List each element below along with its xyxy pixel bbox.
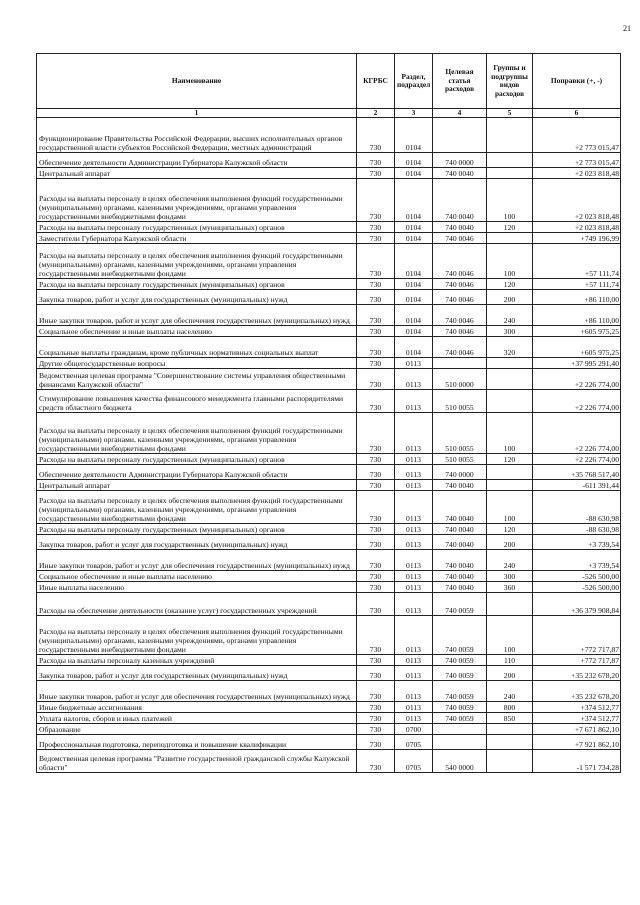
cell-target-article: 740 0040 — [433, 571, 487, 582]
cell-amount: +374 512,77 — [533, 702, 621, 713]
cell-amount: +35 232 678,20 — [533, 666, 621, 681]
cell-target-article: 740 0059 — [433, 681, 487, 702]
table-row — [37, 118, 621, 153]
cell-kgrbs: 730 — [357, 168, 395, 179]
cell-amount: +36 379 908,84 — [533, 593, 621, 616]
table-row — [37, 179, 621, 222]
cell-name: Заместители Губернатора Калужской области — [37, 233, 357, 244]
cell-name: Расходы на выплаты персоналу в целях обеспечения выполнения функций государственными (муниципальными) органами, казенными учреждениями, органами управления государственными внебюджетными фондами — [37, 616, 357, 655]
table-row — [37, 616, 621, 655]
cell-expense-type — [487, 118, 533, 153]
cell-kgrbs: 730 — [357, 233, 395, 244]
table-row — [37, 571, 621, 582]
cell-kgrbs: 730 — [357, 571, 395, 582]
cell-kgrbs: 730 — [357, 550, 395, 571]
cell-amount: -88 630,98 — [533, 491, 621, 524]
cell-name: Расходы на выплаты персоналу в целях обеспечения выполнения функций государственными (муниципальными) органами, казенными учреждениями, органами управления государственными внебюджетными фондами — [37, 413, 357, 454]
cell-name: Расходы на выплаты персоналу государственных (муниципальных) органов — [37, 222, 357, 233]
cell-name: Обеспечение деятельности Администрации Губернатора Калужской области — [37, 465, 357, 480]
cell-section: 0104 — [395, 279, 433, 290]
cell-section: 0104 — [395, 153, 433, 168]
page-number: 21 — [623, 24, 631, 33]
table-row — [37, 735, 621, 750]
cell-amount: +35 232 678,20 — [533, 681, 621, 702]
cell-kgrbs: 730 — [357, 735, 395, 750]
table-row — [37, 290, 621, 305]
cell-section: 0113 — [395, 681, 433, 702]
cell-expense-type — [487, 480, 533, 491]
cell-expense-type: 100 — [487, 491, 533, 524]
cell-section: 0104 — [395, 290, 433, 305]
cell-target-article: 510 0055 — [433, 390, 487, 413]
cell-section: 0705 — [395, 735, 433, 750]
table-row — [37, 244, 621, 279]
cell-target-article: 740 0046 — [433, 290, 487, 305]
cell-name: Расходы на выплаты персоналу в целях обеспечения выполнения функций государственными (муниципальными) органами, казенными учреждениями, органами управления государственными внебюджетными фондами — [37, 179, 357, 222]
cell-name: Расходы на выплаты персоналу в целях обеспечения выполнения функций государственными (муниципальными) органами, казенными учреждениями, органами управления государственными внебюджетными фондами — [37, 244, 357, 279]
cell-amount: +2 773 015,47 — [533, 118, 621, 153]
cell-target-article: 510 0055 — [433, 454, 487, 465]
cell-kgrbs: 730 — [357, 454, 395, 465]
cell-expense-type: 100 — [487, 244, 533, 279]
cell-name: Иные закупки товаров, работ и услуг для обеспечения государственных (муниципальных) нужд — [37, 305, 357, 326]
cell-name: Социальное обеспечение и иные выплаты населению — [37, 571, 357, 582]
cell-section: 0113 — [395, 571, 433, 582]
table-row — [37, 390, 621, 413]
cell-section: 0113 — [395, 702, 433, 713]
cell-name: Центральный аппарат — [37, 168, 357, 179]
cell-expense-type: 360 — [487, 582, 533, 593]
cell-target-article — [433, 118, 487, 153]
table-row — [37, 369, 621, 390]
cell-target-article: 740 0046 — [433, 337, 487, 358]
cell-amount: +2 023 818,48 — [533, 179, 621, 222]
cell-kgrbs: 730 — [357, 413, 395, 454]
table-row — [37, 655, 621, 666]
cell-section: 0113 — [395, 666, 433, 681]
cell-expense-type: 300 — [487, 571, 533, 582]
cell-expense-type: 240 — [487, 305, 533, 326]
cell-name: Иные закупки товаров, работ и услуг для обеспечения государственных (муниципальных) нужд — [37, 550, 357, 571]
cell-amount: +2 023 818,48 — [533, 168, 621, 179]
cell-amount: -1 571 734,28 — [533, 750, 621, 773]
cell-section: 0705 — [395, 750, 433, 773]
cell-kgrbs: 730 — [357, 616, 395, 655]
cell-section: 0700 — [395, 724, 433, 735]
cell-amount: +2 226 774,00 — [533, 390, 621, 413]
cell-amount: +605 975,25 — [533, 326, 621, 337]
table-row — [37, 524, 621, 535]
cell-expense-type: 320 — [487, 337, 533, 358]
column-number: 6 — [533, 109, 621, 118]
cell-expense-type: 120 — [487, 222, 533, 233]
header-expense-type: Группы и подгруппы видов расходов — [487, 54, 533, 109]
cell-section: 0104 — [395, 168, 433, 179]
cell-expense-type — [487, 593, 533, 616]
cell-kgrbs: 730 — [357, 179, 395, 222]
cell-section: 0104 — [395, 179, 433, 222]
column-number: 3 — [395, 109, 433, 118]
cell-section: 0113 — [395, 655, 433, 666]
table-row — [37, 550, 621, 571]
cell-kgrbs: 730 — [357, 702, 395, 713]
cell-amount: -526 500,00 — [533, 571, 621, 582]
cell-section: 0113 — [395, 454, 433, 465]
cell-kgrbs: 730 — [357, 369, 395, 390]
cell-target-article — [433, 735, 487, 750]
cell-kgrbs: 730 — [357, 724, 395, 735]
table-row — [37, 593, 621, 616]
table-row — [37, 233, 621, 244]
cell-section: 0113 — [395, 480, 433, 491]
cell-target-article — [433, 724, 487, 735]
cell-amount: +2 023 818,48 — [533, 222, 621, 233]
cell-name: Иные выплаты населению — [37, 582, 357, 593]
cell-section: 0113 — [395, 582, 433, 593]
cell-expense-type: 300 — [487, 326, 533, 337]
cell-section: 0113 — [395, 390, 433, 413]
cell-section: 0113 — [395, 524, 433, 535]
cell-expense-type — [487, 233, 533, 244]
table-row — [37, 222, 621, 233]
cell-name: Иные бюджетные ассигнования — [37, 702, 357, 713]
cell-kgrbs: 730 — [357, 290, 395, 305]
cell-section: 0104 — [395, 305, 433, 326]
cell-expense-type — [487, 724, 533, 735]
cell-kgrbs: 730 — [357, 337, 395, 358]
cell-target-article: 740 0059 — [433, 655, 487, 666]
cell-target-article: 740 0046 — [433, 233, 487, 244]
cell-section: 0113 — [395, 593, 433, 616]
cell-name: Закупка товаров, работ и услуг для государственных (муниципальных) нужд — [37, 290, 357, 305]
cell-expense-type — [487, 168, 533, 179]
cell-amount: +37 995 291,40 — [533, 358, 621, 369]
cell-kgrbs: 730 — [357, 480, 395, 491]
cell-section: 0113 — [395, 358, 433, 369]
cell-kgrbs: 730 — [357, 491, 395, 524]
cell-expense-type: 120 — [487, 279, 533, 290]
table-row — [37, 168, 621, 179]
cell-target-article: 740 0040 — [433, 535, 487, 550]
cell-kgrbs: 730 — [357, 222, 395, 233]
cell-name: Иные закупки товаров, работ и услуг для обеспечения государственных (муниципальных) нужд — [37, 681, 357, 702]
table-row — [37, 279, 621, 290]
table-row — [37, 535, 621, 550]
cell-kgrbs: 730 — [357, 118, 395, 153]
cell-expense-type — [487, 735, 533, 750]
column-number-row — [37, 109, 621, 118]
cell-expense-type — [487, 750, 533, 773]
cell-section: 0113 — [395, 550, 433, 571]
cell-target-article: 740 0059 — [433, 616, 487, 655]
cell-expense-type — [487, 358, 533, 369]
cell-target-article: 740 0040 — [433, 222, 487, 233]
cell-target-article: 740 0040 — [433, 582, 487, 593]
cell-target-article: 740 0040 — [433, 550, 487, 571]
table-row — [37, 305, 621, 326]
header-kgrbs: КГРБС — [357, 54, 395, 109]
cell-kgrbs: 730 — [357, 244, 395, 279]
cell-expense-type — [487, 153, 533, 168]
cell-target-article: 740 0059 — [433, 702, 487, 713]
table-row — [37, 337, 621, 358]
cell-amount: -88 630,98 — [533, 524, 621, 535]
header-name: Наименование — [37, 54, 357, 109]
cell-expense-type: 240 — [487, 550, 533, 571]
table-row — [37, 681, 621, 702]
table-body — [37, 118, 621, 773]
cell-expense-type: 850 — [487, 713, 533, 724]
cell-target-article: 740 0046 — [433, 279, 487, 290]
cell-expense-type — [487, 369, 533, 390]
cell-section: 0113 — [395, 491, 433, 524]
cell-kgrbs: 730 — [357, 681, 395, 702]
cell-expense-type: 200 — [487, 290, 533, 305]
cell-section: 0104 — [395, 233, 433, 244]
cell-name: Образование — [37, 724, 357, 735]
cell-section: 0104 — [395, 118, 433, 153]
cell-expense-type: 120 — [487, 454, 533, 465]
cell-amount: +772 717,87 — [533, 655, 621, 666]
cell-name: Расходы на выплаты персоналу в целях обеспечения выполнения функций государственными (муниципальными) органами, казенными учреждениями, органами управления государственными внебюджетными фондами — [37, 491, 357, 524]
cell-kgrbs: 730 — [357, 358, 395, 369]
cell-expense-type: 120 — [487, 524, 533, 535]
cell-name: Другие общегосударственные вопросы — [37, 358, 357, 369]
cell-kgrbs: 730 — [357, 582, 395, 593]
header-section: Раздел, подраздел — [395, 54, 433, 109]
cell-name: Социальное обеспечение и иные выплаты населению — [37, 326, 357, 337]
cell-target-article: 740 0059 — [433, 666, 487, 681]
table-row — [37, 413, 621, 454]
cell-section: 0113 — [395, 616, 433, 655]
table-row — [37, 713, 621, 724]
cell-amount: +2 773 015,47 — [533, 153, 621, 168]
table-row — [37, 750, 621, 773]
table-row — [37, 454, 621, 465]
table-row — [37, 582, 621, 593]
cell-target-article: 740 0000 — [433, 153, 487, 168]
cell-target-article: 740 0000 — [433, 465, 487, 480]
cell-name: Закупка товаров, работ и услуг для государственных (муниципальных) нужд — [37, 666, 357, 681]
cell-expense-type: 200 — [487, 535, 533, 550]
cell-section: 0104 — [395, 222, 433, 233]
cell-kgrbs: 730 — [357, 750, 395, 773]
cell-target-article: 510 0055 — [433, 413, 487, 454]
cell-name: Уплата налогов, сборов и иных платежей — [37, 713, 357, 724]
cell-amount: +7 921 862,10 — [533, 735, 621, 750]
cell-expense-type: 200 — [487, 666, 533, 681]
cell-name: Расходы на выплаты персоналу государственных (муниципальных) органов — [37, 524, 357, 535]
cell-expense-type: 110 — [487, 655, 533, 666]
table-row — [37, 724, 621, 735]
cell-amount: +2 226 774,00 — [533, 454, 621, 465]
cell-target-article: 740 0059 — [433, 593, 487, 616]
cell-target-article: 540 0000 — [433, 750, 487, 773]
table-row — [37, 153, 621, 168]
cell-amount: +86 110,00 — [533, 305, 621, 326]
column-number: 1 — [37, 109, 357, 118]
cell-expense-type: 240 — [487, 681, 533, 702]
cell-name: Закупка товаров, работ и услуг для государственных (муниципальных) нужд — [37, 535, 357, 550]
cell-name: Расходы на выплаты персоналу казенных учреждений — [37, 655, 357, 666]
cell-amount: +772 717,87 — [533, 616, 621, 655]
table-row — [37, 666, 621, 681]
cell-expense-type — [487, 465, 533, 480]
cell-name: Функционирование Правительства Российской Федерации, высших исполнительных органов государственной власти субъектов Российской Федерации, местных администраций — [37, 118, 357, 153]
cell-name: Расходы на выплаты персоналу государственных (муниципальных) органов — [37, 454, 357, 465]
cell-name: Расходы на обеспечение деятельности (оказание услуг) государственных учреждений — [37, 593, 357, 616]
cell-amount: +2 226 774,00 — [533, 369, 621, 390]
column-number: 5 — [487, 109, 533, 118]
cell-section: 0104 — [395, 326, 433, 337]
cell-amount: +3 739,54 — [533, 535, 621, 550]
header-target-article: Целевая статья расходов — [433, 54, 487, 109]
cell-section: 0113 — [395, 713, 433, 724]
cell-target-article — [433, 358, 487, 369]
cell-section: 0113 — [395, 413, 433, 454]
table-row — [37, 480, 621, 491]
cell-name: Профессиональная подготовка, переподготовка и повышение квалификации — [37, 735, 357, 750]
header-row — [37, 54, 621, 109]
cell-target-article: 740 0040 — [433, 480, 487, 491]
cell-name: Расходы на выплаты персоналу государственных (муниципальных) органов — [37, 279, 357, 290]
cell-target-article: 740 0059 — [433, 713, 487, 724]
cell-expense-type: 100 — [487, 413, 533, 454]
table-row — [37, 326, 621, 337]
cell-kgrbs: 730 — [357, 279, 395, 290]
cell-kgrbs: 730 — [357, 593, 395, 616]
cell-section: 0104 — [395, 337, 433, 358]
cell-kgrbs: 730 — [357, 655, 395, 666]
cell-name: Социальные выплаты гражданам, кроме публичных нормативных социальных выплат — [37, 337, 357, 358]
cell-section: 0104 — [395, 244, 433, 279]
cell-target-article: 740 0046 — [433, 244, 487, 279]
cell-kgrbs: 730 — [357, 465, 395, 480]
cell-target-article: 740 0040 — [433, 524, 487, 535]
cell-amount: +35 768 517,40 — [533, 465, 621, 480]
cell-amount: +605 975,25 — [533, 337, 621, 358]
cell-kgrbs: 730 — [357, 524, 395, 535]
cell-kgrbs: 730 — [357, 666, 395, 681]
cell-target-article: 510 0000 — [433, 369, 487, 390]
cell-amount: +2 226 774,00 — [533, 413, 621, 454]
cell-kgrbs: 730 — [357, 535, 395, 550]
cell-target-article: 740 0040 — [433, 491, 487, 524]
cell-amount: +57 111,74 — [533, 244, 621, 279]
cell-amount: +3 739,54 — [533, 550, 621, 571]
cell-kgrbs: 730 — [357, 390, 395, 413]
cell-amount: -611 391,44 — [533, 480, 621, 491]
cell-expense-type: 800 — [487, 702, 533, 713]
cell-name: Ведомственная целевая программа "Совершенствование системы управления общественными финансами Калужской области" — [37, 369, 357, 390]
cell-amount: +374 512,77 — [533, 713, 621, 724]
cell-kgrbs: 730 — [357, 713, 395, 724]
cell-amount: +86 110,00 — [533, 290, 621, 305]
cell-name: Стимулирование повышения качества финансового менеджмента главными распорядителями средств областного бюджета — [37, 390, 357, 413]
header-amendments: Поправки (+, -) — [533, 54, 621, 109]
table-row — [37, 465, 621, 480]
budget-amendments-table — [36, 53, 621, 773]
cell-expense-type: 100 — [487, 179, 533, 222]
cell-kgrbs: 730 — [357, 153, 395, 168]
cell-name: Центральный аппарат — [37, 480, 357, 491]
cell-expense-type — [487, 390, 533, 413]
cell-amount: +749 196,99 — [533, 233, 621, 244]
cell-name: Ведомственная целевая программа "Развитие государственной гражданской службы Калужской области" — [37, 750, 357, 773]
cell-kgrbs: 730 — [357, 326, 395, 337]
cell-expense-type: 100 — [487, 616, 533, 655]
cell-section: 0113 — [395, 535, 433, 550]
cell-name: Обеспечение деятельности Администрации Губернатора Калужской области — [37, 153, 357, 168]
cell-amount: -526 500,00 — [533, 582, 621, 593]
column-number: 2 — [357, 109, 395, 118]
cell-target-article: 740 0040 — [433, 179, 487, 222]
table-row — [37, 358, 621, 369]
cell-target-article: 740 0040 — [433, 168, 487, 179]
column-number: 4 — [433, 109, 487, 118]
table-row — [37, 702, 621, 713]
cell-section: 0113 — [395, 465, 433, 480]
cell-amount: +57 111,74 — [533, 279, 621, 290]
cell-section: 0113 — [395, 369, 433, 390]
cell-kgrbs: 730 — [357, 305, 395, 326]
cell-amount: +7 671 862,10 — [533, 724, 621, 735]
table-row — [37, 491, 621, 524]
cell-target-article: 740 0046 — [433, 326, 487, 337]
cell-target-article: 740 0046 — [433, 305, 487, 326]
